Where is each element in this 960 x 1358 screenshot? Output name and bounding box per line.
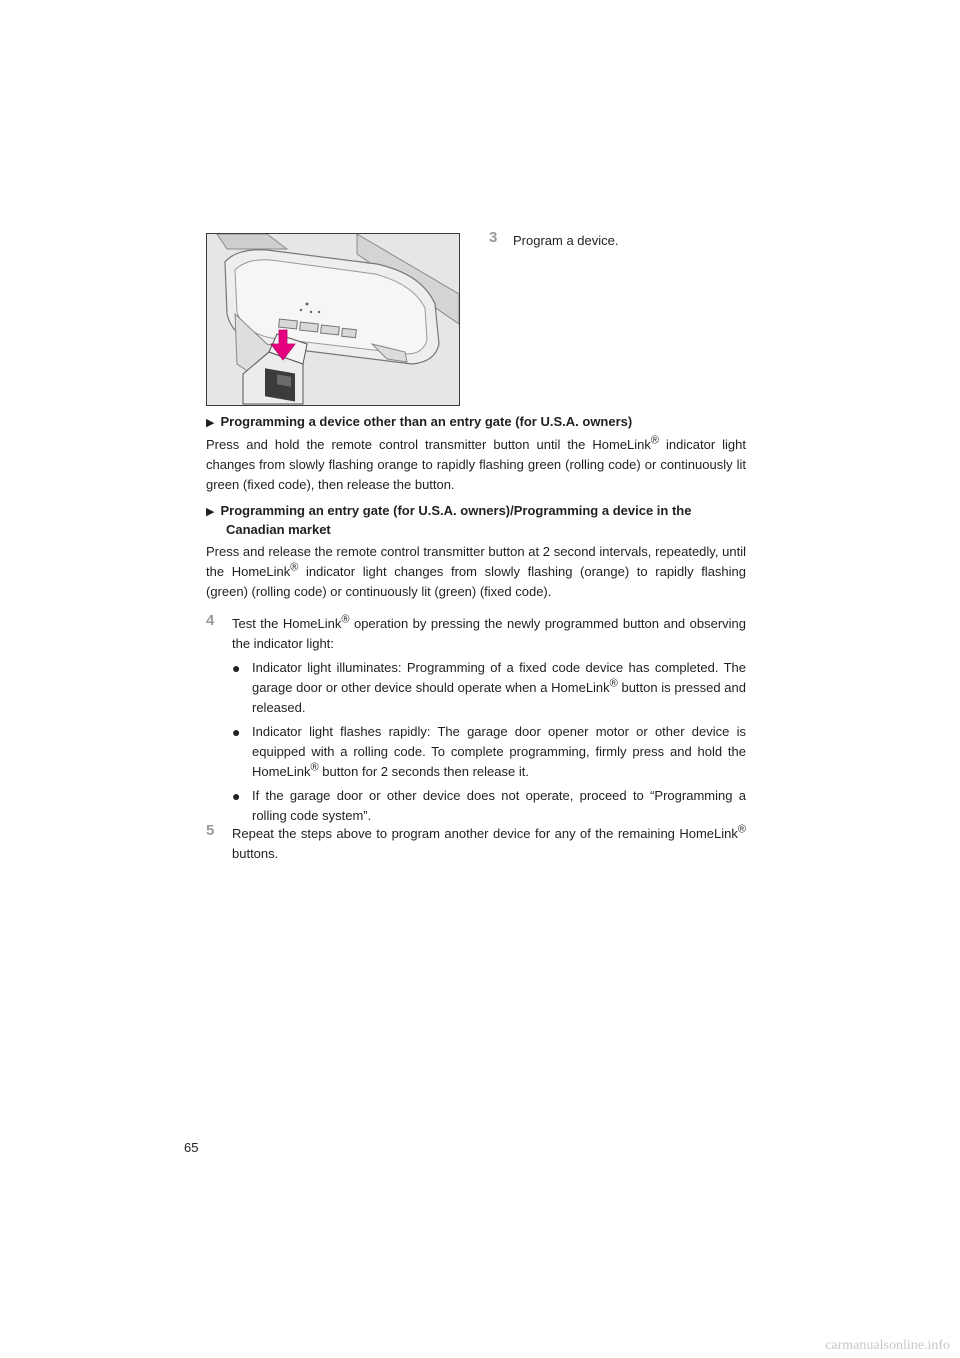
bullet-text-a: If the garage door or other device does not operate, proceed to “Programming a rolling code system”. bbox=[252, 788, 746, 823]
section-1-body-text-b: indicator light changes from slowly flashing orange to rapidly flashing green (rolling code) or continuously lit green (fixed code), then release the button. bbox=[206, 437, 746, 492]
registered-mark: ® bbox=[737, 823, 746, 836]
section-2-heading-text: Programming an entry gate (for U.S.A. owners)/Programming a device in the Canadian market bbox=[220, 503, 692, 537]
step-3-text: Program a device. bbox=[513, 233, 619, 248]
section-2-heading bbox=[206, 502, 746, 539]
section-2-body bbox=[206, 542, 746, 602]
step-4-text-a: Test the HomeLink bbox=[232, 616, 342, 631]
step-5-text-a: Repeat the steps above to program another device for any of the remaining HomeLink bbox=[232, 826, 738, 841]
registered-mark: ® bbox=[609, 677, 618, 690]
bullet-text-a: Indicator light illuminates: Programming of a fixed code device has completed. The garage door or other device should operate when a HomeLink bbox=[252, 660, 746, 695]
step-4-text bbox=[232, 614, 746, 654]
section-1-body-text-a: Press and hold the remote control transmitter button until the HomeLink bbox=[206, 437, 651, 452]
step-4-number: 4 bbox=[206, 612, 215, 629]
registered-mark: ® bbox=[310, 761, 319, 774]
registered-mark: ® bbox=[341, 613, 350, 626]
bullet-text-b: button is pressed and released. bbox=[252, 680, 746, 715]
rearview-mirror-image bbox=[207, 234, 459, 405]
arrow-right-icon: ▶ bbox=[206, 506, 215, 518]
registered-mark: ® bbox=[650, 434, 660, 447]
step-5-number: 5 bbox=[206, 822, 215, 839]
section-1-body bbox=[206, 435, 746, 495]
mirror-illustration bbox=[206, 233, 460, 406]
bullet-text-b: button for 2 seconds then release it. bbox=[318, 764, 529, 779]
arrow-right-icon: ▶ bbox=[206, 417, 215, 429]
page-number: 65 bbox=[184, 1140, 199, 1155]
section-2-body-text-b: indicator light changes from slowly flashing (orange) to rapidly flashing (green) (rolling code) or continuously lit (green) (fixed code). bbox=[206, 564, 746, 599]
step-5-text bbox=[232, 824, 746, 864]
step-4-text-b: operation by pressing the newly programmed button and observing the indicator light: bbox=[232, 616, 746, 651]
list-item bbox=[232, 658, 746, 718]
list-item bbox=[232, 786, 746, 826]
section-1-heading-text: Programming a device other than an entry gate (for U.S.A. owners) bbox=[220, 414, 633, 429]
step-4-bullet-list bbox=[232, 658, 746, 826]
step-3-number: 3 bbox=[489, 229, 498, 246]
list-item bbox=[232, 722, 746, 782]
section-1-heading bbox=[206, 413, 746, 432]
watermark: carmanualsonline.info bbox=[825, 1338, 950, 1353]
registered-mark: ® bbox=[290, 561, 299, 574]
bullet-text-a: Indicator light flashes rapidly: The garage door opener motor or other device is equipped with a rolling code. To complete programming, firmly press and hold the HomeLink bbox=[252, 724, 746, 779]
section-2-body-text-a: Press and release the remote control transmitter button at 2 second intervals, repeatedly, until the HomeLink bbox=[206, 544, 746, 579]
step-5-text-b: buttons. bbox=[232, 846, 279, 861]
